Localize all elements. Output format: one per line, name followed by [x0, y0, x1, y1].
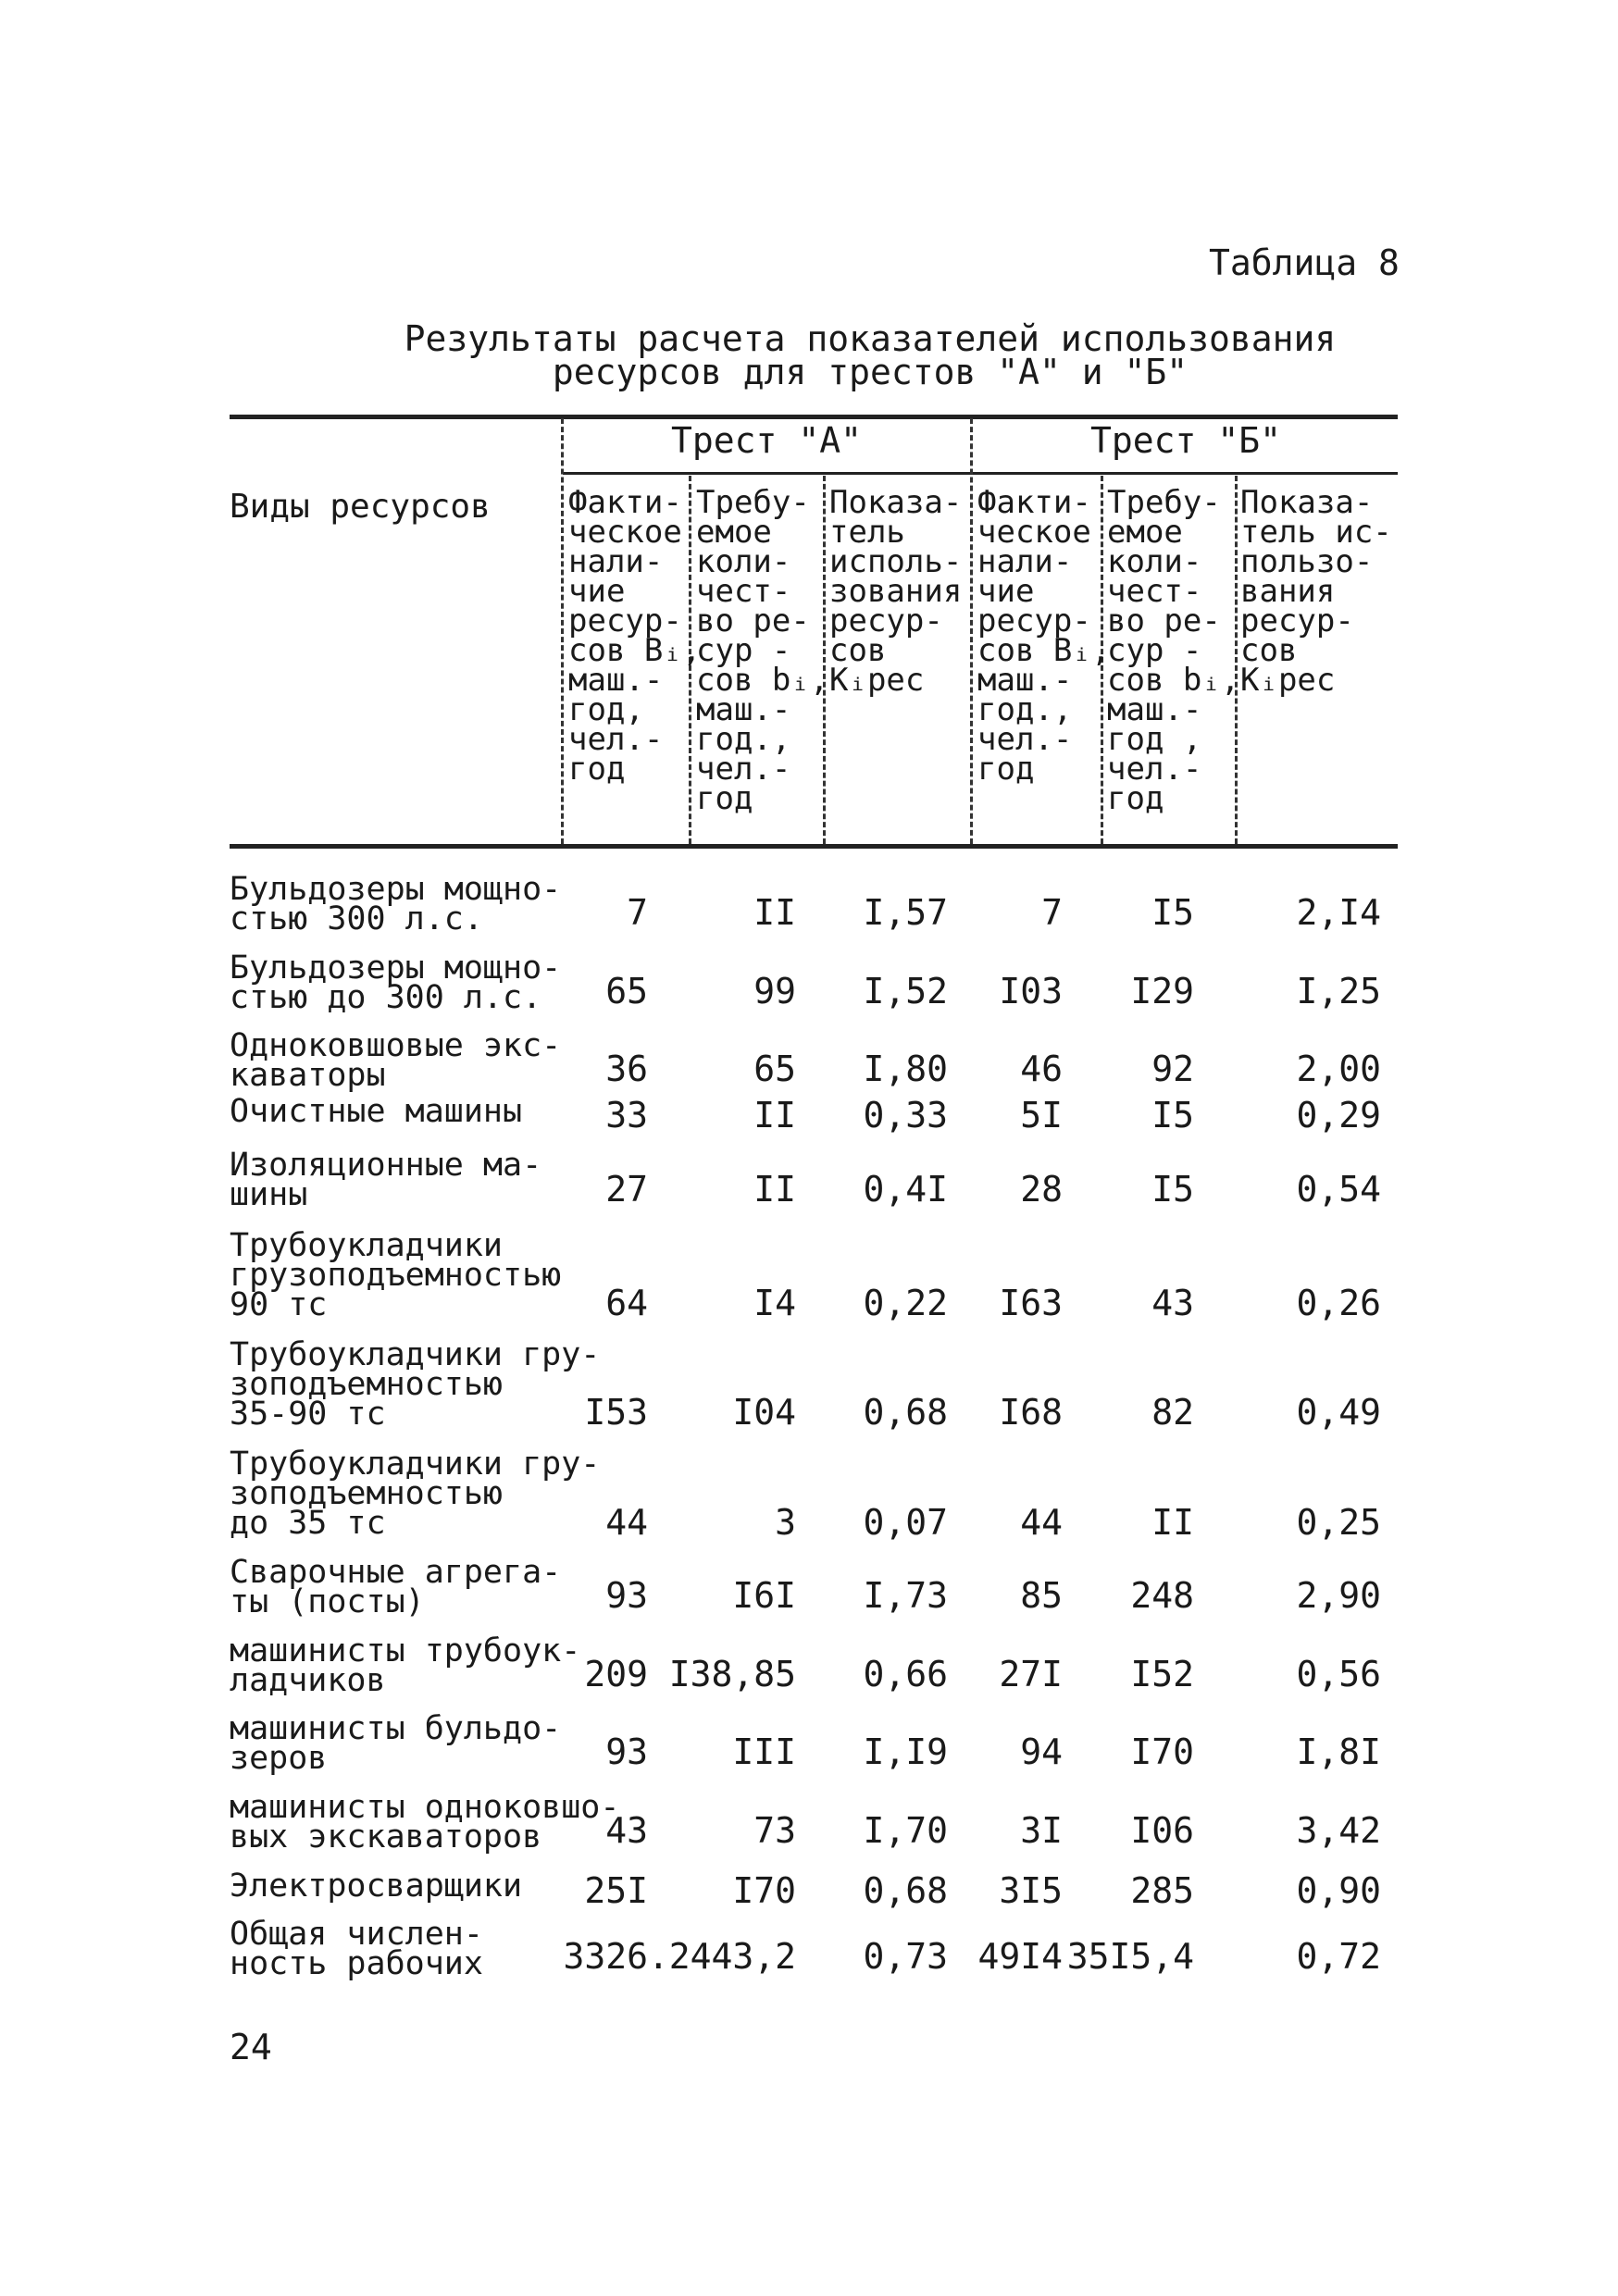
resource-column-header: Виды ресурсов [230, 488, 491, 526]
trust-a-required-value: 3 [775, 1502, 796, 1543]
trust-a-required-value: I38,85 [668, 1654, 796, 1694]
trust-a-actual-value: 65 [605, 971, 648, 1011]
trust-b-actual-value: 28 [1020, 1169, 1063, 1210]
trust-a-actual-value: 209 [584, 1654, 648, 1694]
trust-a-required-value: 65 [753, 1049, 796, 1089]
trust-a-index-value: 0,33 [863, 1095, 948, 1136]
trust-b-required-value: I29 [1130, 971, 1194, 1011]
trust-a-actual-value: 64 [605, 1283, 648, 1323]
trust-b-actual-value: I68 [999, 1392, 1063, 1433]
trust-a-required-value: II [753, 1095, 796, 1136]
trust-a-actual-value: 3326 [563, 1936, 648, 1977]
resource-name: Бульдозеры мощно- стью до 300 л.с. [230, 949, 562, 1016]
trust-a-required-value: 99 [753, 971, 796, 1011]
trust-b-required-value: 82 [1151, 1392, 1194, 1433]
trust-a-required-value: .2443,2 [647, 1936, 796, 1977]
trust-a-actual-value: 93 [605, 1575, 648, 1616]
trust-a-index-value: 0,68 [863, 1392, 948, 1433]
group-rule [563, 472, 1398, 475]
title-line-1: Результаты расчета показателей использования [404, 318, 1337, 359]
trust-b-actual-value: 46 [1020, 1049, 1063, 1089]
trust-a-index-value: I,57 [863, 892, 948, 933]
trust-b-required-value: II [1151, 1502, 1194, 1543]
title-line-2: ресурсов для трестов "А" и "Б" [552, 352, 1189, 392]
resource-name: Изоляционные ма- шины [230, 1147, 542, 1213]
resource-name: Общая числен- ность рабочих [230, 1916, 483, 1982]
trust-a-index-value: I,73 [863, 1575, 948, 1616]
trust-a-index-header: Показа- тель исполь- зования ресур- сов Kᵢрес [829, 484, 963, 699]
trust-a-actual-value: 36 [605, 1049, 648, 1089]
trust-a-index-value: I,I9 [863, 1731, 948, 1772]
trust-a-index-value: I,52 [863, 971, 948, 1011]
resource-name: машинисты трубоук- ладчиков [230, 1632, 581, 1699]
page-number: 24 [230, 2027, 272, 2067]
trust-b-actual-value: I63 [999, 1283, 1063, 1323]
trust-b-required-value: I70 [1130, 1731, 1194, 1772]
trust-b-index-value: 0,49 [1296, 1392, 1381, 1433]
resource-name: Трубоукладчики гру- зоподъемностью до 35 тс [230, 1446, 601, 1542]
trust-a-actual-value: 44 [605, 1502, 648, 1543]
header-bottom-rule [230, 844, 1398, 849]
resource-name: Сварочные агрега- ты (посты) [230, 1554, 562, 1620]
trust-b-actual-value: I03 [999, 971, 1063, 1011]
resource-name: машинисты одноковшо- вых экскаваторов [230, 1789, 620, 1855]
trust-a-required-value: I70 [732, 1870, 796, 1911]
trust-b-index-value: 0,56 [1296, 1654, 1381, 1694]
trust-a-actual-value: 25I [584, 1870, 648, 1911]
trust-a-required-value: III [732, 1731, 796, 1772]
table-label: Таблица 8 [1209, 242, 1400, 283]
trust-a-actual-value: 33 [605, 1095, 648, 1136]
trust-a-actual-value: 27 [605, 1169, 648, 1210]
trust-a-index-value: 0,68 [863, 1870, 948, 1911]
trust-b-actual-value: 94 [1020, 1731, 1063, 1772]
trust-b-required-value: I52 [1130, 1654, 1194, 1694]
table-top-rule [230, 415, 1398, 419]
trust-a-actual-value: I53 [584, 1392, 648, 1433]
trust-b-actual-header: Факти- ческое нали- чие ресур- сов Bᵢ, маш.- год., чел.- год [977, 484, 1111, 788]
table-title [278, 318, 1462, 392]
trust-b-index-value: 0,25 [1296, 1502, 1381, 1543]
trust-a-required-value: I04 [732, 1392, 796, 1433]
trust-b-index-value: 0,29 [1296, 1095, 1381, 1136]
trust-a-index-value: 0,73 [863, 1936, 948, 1977]
trust-b-index-value: 3,42 [1296, 1810, 1381, 1851]
trust-b-index-value: 2,90 [1296, 1575, 1381, 1616]
trust-b-index-value: I,8I [1296, 1731, 1381, 1772]
trust-a-index-value: 0,4I [863, 1169, 948, 1210]
trust-b-index-value: 0,72 [1296, 1936, 1381, 1977]
trust-b-actual-value: 3I5 [999, 1870, 1063, 1911]
resource-name: машинисты бульдо- зеров [230, 1710, 562, 1777]
trust-a-index-value: I,70 [863, 1810, 948, 1851]
trust-b-required-value: 92 [1151, 1049, 1194, 1089]
trust-b-required-value: 285 [1130, 1870, 1194, 1911]
trust-b-index-value: 2,I4 [1296, 892, 1381, 933]
resource-name: Бульдозеры мощно- стью 300 л.с. [230, 871, 562, 937]
trust-b-required-value: 35I5,4 [1066, 1936, 1194, 1977]
trust-a-required-header: Требу- емое коли- чест- во ре- сур - сов bᵢ, маш.- год., чел.- год [696, 484, 829, 817]
resource-name: Одноковшовые экс- каваторы [230, 1027, 562, 1094]
trust-a-index-value: 0,07 [863, 1502, 948, 1543]
trust-b-required-value: I5 [1151, 1095, 1194, 1136]
trust-b-index-value: 0,26 [1296, 1283, 1381, 1323]
trust-a-actual-value: 43 [605, 1810, 648, 1851]
resource-name: Трубоукладчики гру- зоподъемностью 35-90 тс [230, 1336, 601, 1433]
trust-a-actual-header: Факти- ческое нали- чие ресур- сов Bᵢ, маш.- год, чел.- год [568, 484, 702, 788]
trust-b-actual-value: 7 [1041, 892, 1063, 933]
trust-b-index-value: 2,00 [1296, 1049, 1381, 1089]
trust-a-header: Трест "А" [671, 420, 862, 461]
trust-a-required-value: II [753, 892, 796, 933]
trust-a-actual-value: 93 [605, 1731, 648, 1772]
trust-b-actual-value: 5I [1020, 1095, 1063, 1136]
trust-b-index-header: Показа- тель ис- пользо- вания ресур- сов Kᵢрес [1240, 484, 1392, 699]
trust-b-actual-value: 49I4 [977, 1936, 1063, 1977]
trust-a-actual-value: 7 [627, 892, 648, 933]
trust-b-index-value: 0,54 [1296, 1169, 1381, 1210]
trust-a-required-value: 73 [753, 1810, 796, 1851]
trust-b-index-value: 0,90 [1296, 1870, 1381, 1911]
resource-name: Очистные машины [230, 1093, 523, 1130]
resource-name: Трубоукладчики грузоподъемностью 90 тс [230, 1227, 562, 1323]
trust-a-required-value: II [753, 1169, 796, 1210]
trust-b-required-value: 43 [1151, 1283, 1194, 1323]
trust-a-index-value: 0,66 [863, 1654, 948, 1694]
trust-a-index-value: 0,22 [863, 1283, 948, 1323]
trust-a-index-value: I,80 [863, 1049, 948, 1089]
trust-b-actual-value: 27I [999, 1654, 1063, 1694]
trust-a-required-value: I6I [732, 1575, 796, 1616]
trust-b-header: Трест "Б" [1090, 420, 1281, 461]
trust-a-required-value: I4 [753, 1283, 796, 1323]
separator-trusts [970, 418, 973, 844]
trust-b-required-header: Требу- емое коли- чест- во ре- сур - сов bᵢ, маш.- год , чел.- год [1107, 484, 1240, 817]
separator-resources [561, 418, 564, 844]
trust-b-required-value: I5 [1151, 892, 1194, 933]
trust-b-actual-value: 85 [1020, 1575, 1063, 1616]
trust-b-required-value: I5 [1151, 1169, 1194, 1210]
trust-b-actual-value: 44 [1020, 1502, 1063, 1543]
trust-b-actual-value: 3I [1020, 1810, 1063, 1851]
resource-name: Электросварщики [230, 1868, 523, 1905]
trust-b-required-value: 248 [1130, 1575, 1194, 1616]
trust-b-required-value: I06 [1130, 1810, 1194, 1851]
trust-b-index-value: I,25 [1296, 971, 1381, 1011]
